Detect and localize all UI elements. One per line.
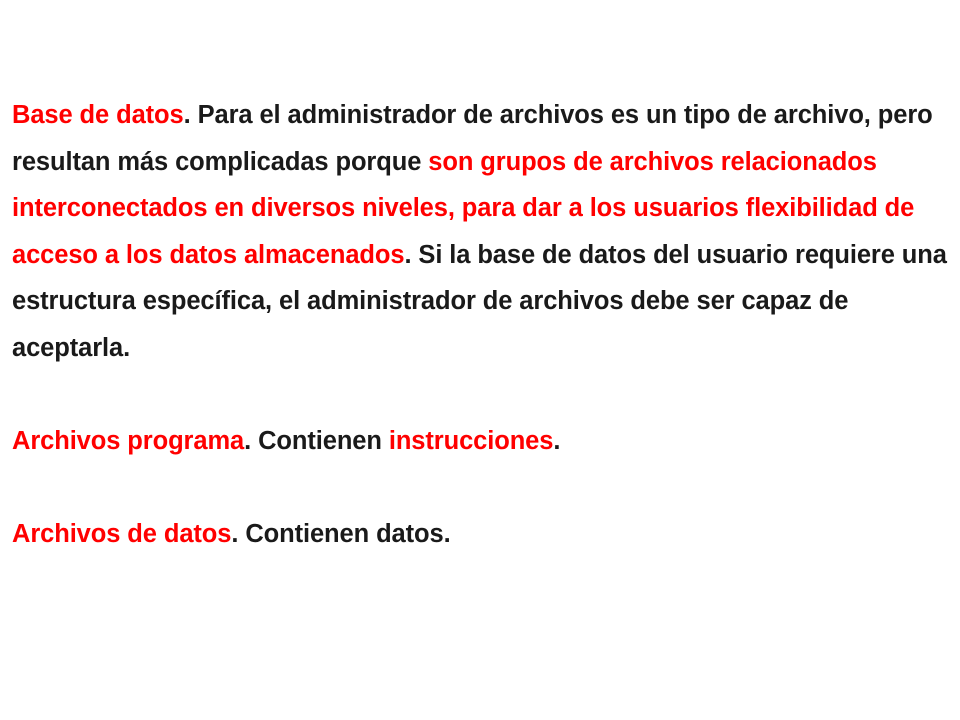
paragraph-spacer (12, 464, 952, 511)
term-archivos-programa: Archivos programa (12, 426, 245, 455)
term-base-de-datos: Base de datos (12, 101, 184, 129)
highlight-instrucciones: instrucciones (388, 426, 554, 455)
text-segment: . (553, 426, 561, 455)
paragraph-archivos-de-datos (12, 511, 952, 558)
paragraph-base-de-datos (12, 92, 952, 371)
term-archivos-de-datos: Archivos de datos (12, 519, 232, 548)
text-segment: . Si la base de datos del usuario requiere una estructura específica, el administrador de archivos debe ser capaz de aceptarla. (12, 240, 947, 362)
text-segment: . Contienen datos. (231, 519, 451, 548)
slide-body (12, 92, 952, 557)
paragraph-spacer (12, 371, 952, 418)
highlight-definition: son grupos de archivos relacionados interconectados en diversos niveles, para dar a los usuarios flexibilidad de acceso a los datos almacenados (12, 147, 915, 269)
text-segment: . Contienen (244, 426, 389, 455)
text-segment: . Para el administrador de archivos es un tipo de archivo, pero resultan más complicadas porque (12, 101, 933, 176)
paragraph-archivos-programa (12, 418, 952, 465)
